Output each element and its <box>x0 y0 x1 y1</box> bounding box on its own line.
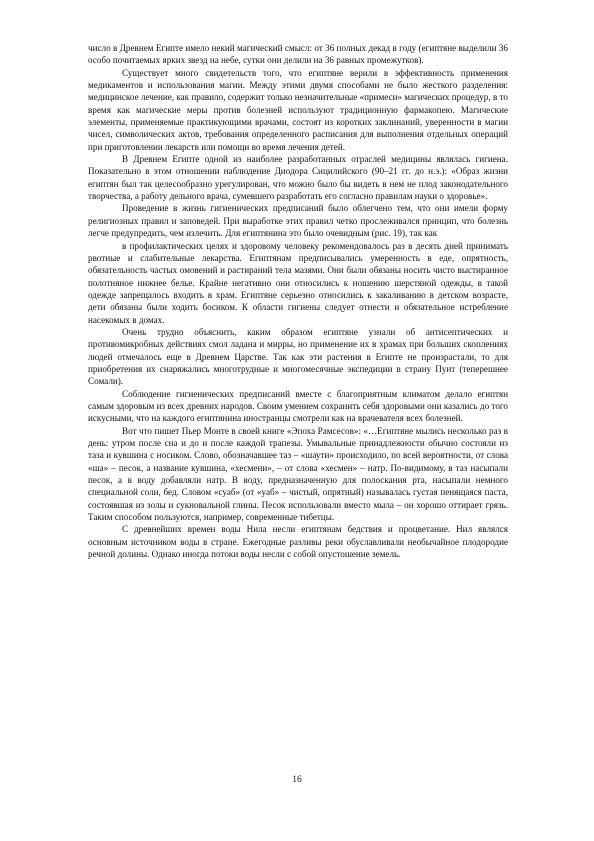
page-body <box>88 42 508 560</box>
paragraph-1: число в Древнем Египте имело некий магический смысл: от 36 полных декад в году (египтяне выделили 36 особо почитаемых ярких звезд на небе, сутки они делили на 36 равных промежутков). <box>88 43 508 66</box>
paragraph-5: в профилактических целях и здоровому человеку рекомендовалось раз в десять дней принимать рвотные и слабительные лекарства. Египтянам предписывались умеренность в еде, опрятность, обязательность частых омовений и растираний тела мазями. Они были обязаны носить чисто выстиранное полотняное нижнее белье. Крайне негативно они относились к ношению шерстяной одежды, в такой одежде запрещалось входить в храм. Египтяне серьезно относились к закаливанию в детском возрасте, дети обязаны были ходить босиком. К области гигиены следует отнести и обязательное истребление насекомых в домах. <box>88 240 508 325</box>
paragraph-9: С древнейших времен воды Нила несли египтянам бедствия и процветание. Нил являлся основным источником воды в стране. Ежегодные разливы реки обуславливали необычайное плодородие речной долины. Однако иногда потоки воды несли с собой опустошение земель. <box>88 524 508 560</box>
paragraph-3: В Древнем Египте одной из наиболее разработанных отраслей медицины являлась гигиена. Показательно в этом отношении наблюдение Диодора Сицилийского (90–21 гг. до н.э.): «Образ жизни египтян был так целесообразно урегулирован, что можно было бы видеть в нем не плод законодательного творчества, а работу дельного врача, сумевшего разработать его согласно правилам науки о здоровье». <box>88 154 508 202</box>
paragraph-7: Соблюдение гигиенических предписаний вместе с благоприятным климатом делало египтян самым здоровым из всех древних народов. Своим умением сохранить себя здоровыми они казались до того искусными, что на каждого египтянина иностранцы смотрели как на врачевателя всех болезней. <box>88 388 508 424</box>
paragraph-8: Вот что пишет Пьер Монте в своей книге «Эпоха Рамсесов»: «…Египтяне мылись несколько раз в день: утром после сна и до и после каждой трапезы. Умывальные принадлежности обычно состояли из таза и кувшина с носиком. Слово, обозначавшее таз – «шаути» происходило, по всей вероятности, от слова «ша» – песок, а название кувшина, «хесмени», – от слова «хесмен» – натр. По-видимому, в таз насыпали песок, а в воду добавляли натр. В воду, предназначенную для полоскания рта, насыпали немного специальной соли, бед. Словом «суаб» (от «уаб» – чистый, опрятный) называлась густая пенящаяся паста, состоявшая из золы и сукновальной глины. Песок использовали вместо мыла – он хорошо оттирает грязь. Таким способом пользуются, например, современные тибетцы. <box>88 425 508 523</box>
paragraph-2: Существует много свидетельств того, что египтяне верили в эффективность применения медикаментов и использования магии. Между этими двумя способами не было жесткого разделения: медицинское лечение, как правило, содержит только незначительные «примеси» магических процедур, в то время как магические меры против болезней используют традиционную фармакопею. Магические элементы, применяемые практикующими врачами, состоят из коротких заклинаний, уверенности в магии чисел, символических актов, требования определенного расписания для выполнения отдельных операций при приготовлении лекарств или помощи во время лечения детей. <box>88 67 508 152</box>
paragraph-6: Очень трудно объяснить, каким образом египтяне узнали об антисептических и противомикробных действиях смол ладана и мирры, но применение их в храмах при больших скоплениях людей отмечалось еще в Древнем Царстве. Так как эти растения в Египте не произрастали, то для приобретения их снаряжались многотрудные и многомесячные экспедиции в страну Пунт (теперешнее Сомали). <box>88 326 508 387</box>
page-number: 16 <box>292 775 302 785</box>
paragraph-4: Проведение в жизнь гигиенических предписаний было облегчено тем, что они имели форму религиозных правил и заповедей. При выработке этих правил четко прослеживался принцип, что болезнь легче предупредить, чем излечить. Для египтянина это было очевидным (рис. 19), так как <box>88 203 508 239</box>
